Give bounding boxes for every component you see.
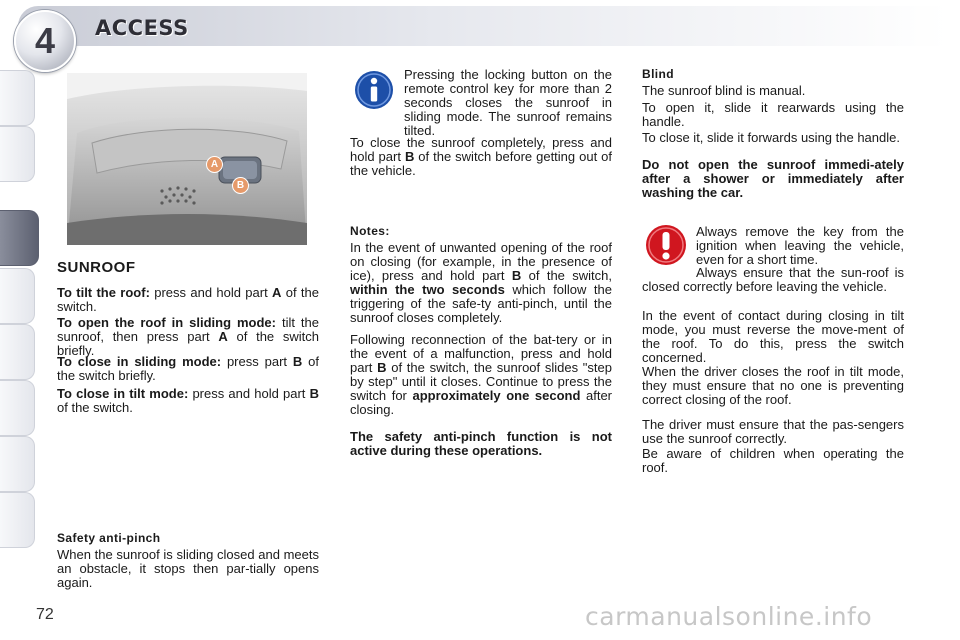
open-sliding-part: A (218, 329, 228, 344)
notes-p2-part: B (377, 360, 387, 375)
tilt-roof-text-end: of the switch. (57, 285, 319, 314)
close-tilt-label: To close in tilt mode: (57, 386, 189, 401)
close-sliding-part: B (292, 354, 303, 369)
info-icon (354, 70, 394, 115)
blind-paragraph-1: The sunroof blind is manual. (642, 83, 806, 98)
side-tab-8[interactable] (0, 492, 35, 548)
close-tilt-instruction (57, 387, 319, 415)
side-tab-1[interactable] (0, 70, 35, 126)
notes-p2-text-3: after closing. (350, 388, 613, 417)
side-tab-5[interactable] (0, 324, 35, 380)
warning-remove-key-text: Always remove the key from the ignition when leaving the vehicle, even for a short time. (696, 224, 904, 267)
part-a-marker: A (206, 156, 223, 173)
notes-p2-text-2: of the switch, the sunroof slides "step by step" until it closes. Continue to press the switch for (350, 360, 612, 403)
close-sliding-text-end: of the switch briefly. (57, 354, 319, 383)
close-sliding-text: press part (221, 354, 293, 369)
close-completely-part: B (404, 149, 415, 164)
side-tab-active[interactable] (0, 210, 39, 266)
tilt-roof-part: A (272, 285, 282, 300)
warning-icon (645, 224, 687, 271)
sunroof-switch-photo (67, 73, 307, 245)
tilt-roof-label: To tilt the roof: (57, 285, 150, 300)
notes-p2-emphasis: approximately one second (412, 388, 581, 403)
notes-p1-text-1: In the event of unwanted opening of the roof on closing (for example, in the presence of ice), press and hold part (350, 240, 612, 283)
warning-driver-tilt-text: When the driver closes the roof in tilt mode, they must ensure that no one is preventing correct closing of the roof. (642, 364, 904, 407)
sunroof-section-title: SUNROOF (57, 259, 136, 276)
notes-p1-emphasis: within the two seconds (350, 282, 505, 297)
notes-paragraph-3: The safety anti-pinch function is not active during these operations. (350, 429, 612, 458)
watermark: carmanualsonline.info (585, 602, 873, 631)
notes-p1-text-3: which follow the triggering of the safe-ty anti-pinch, until the sunroof closes completely. (350, 282, 612, 325)
safety-anti-pinch-text: When the sunroof is sliding closed and meets an obstacle, it stops then par-tially opens again. (57, 547, 319, 590)
open-sliding-text: tilt the sunroof, then press part (57, 315, 319, 344)
blind-paragraph-3: To close it, slide it forwards using the handle. (642, 130, 900, 145)
notes-title: Notes: (350, 224, 390, 238)
close-tilt-part: B (309, 386, 319, 401)
tilt-roof-instruction (57, 286, 319, 314)
side-tab-2[interactable] (0, 126, 35, 182)
notes-p1-text-2: of the switch, (521, 268, 612, 283)
open-sliding-instruction (57, 316, 319, 358)
safety-anti-pinch-title: Safety anti-pinch (57, 531, 161, 545)
side-tab-7[interactable] (0, 436, 35, 492)
warning-sunroof-closed-text: Always ensure that the sun-roof is closed correctly before leaving the vehicle. (642, 265, 904, 294)
warning-contact-closing-text: In the event of contact during closing in tilt mode, you must reverse the move-ment of the roof. To do this, press the switch concerned. (642, 308, 904, 365)
close-tilt-text-end: of the switch. (57, 400, 133, 415)
chapter-title: ACCESS (95, 16, 189, 40)
notes-p2-text-1: Following reconnection of the bat-tery or in the event of a malfunction, press and hold part (350, 332, 612, 375)
tilt-roof-text: press and hold part (149, 285, 273, 300)
side-tab-6[interactable] (0, 380, 35, 436)
info-locking-button-text: Pressing the locking button on the remote control key for more than 2 seconds closes the sunroof in sliding mode. The sunroof remains tilted. (404, 67, 612, 138)
page-number: 72 (36, 606, 54, 623)
blind-title: Blind (642, 67, 674, 81)
blind-paragraph-2: To open it, slide it rearwards using the handle. (642, 100, 904, 129)
close-sliding-label: To close in sliding mode: (57, 354, 222, 369)
chapter-number: 4 (34, 20, 56, 61)
side-tab-4[interactable] (0, 268, 35, 324)
close-tilt-text: press and hold part (188, 386, 310, 401)
notes-paragraph-2 (350, 333, 612, 417)
close-sliding-instruction (57, 355, 319, 383)
notes-p1-part: B (511, 268, 522, 283)
blind-warning: Do not open the sunroof immedi-ately after a shower or immediately after washing the car. (642, 157, 904, 200)
open-sliding-text-end: of the switch briefly. (57, 329, 319, 358)
warning-children-text: Be aware of children when operating the roof. (642, 446, 904, 475)
open-sliding-label: To open the roof in sliding mode: (57, 315, 276, 330)
warning-passengers-text: The driver must ensure that the pas-sengers use the sunroof correctly. (642, 417, 904, 446)
close-completely-text (350, 136, 612, 178)
chapter-number-badge (14, 10, 76, 72)
close-completely-text-end: of the switch before getting out of the vehicle. (350, 149, 613, 178)
part-b-marker: B (232, 177, 249, 194)
close-completely-text-start: To close the sunroof completely, press and hold part (350, 135, 612, 164)
notes-paragraph-1 (350, 241, 612, 325)
